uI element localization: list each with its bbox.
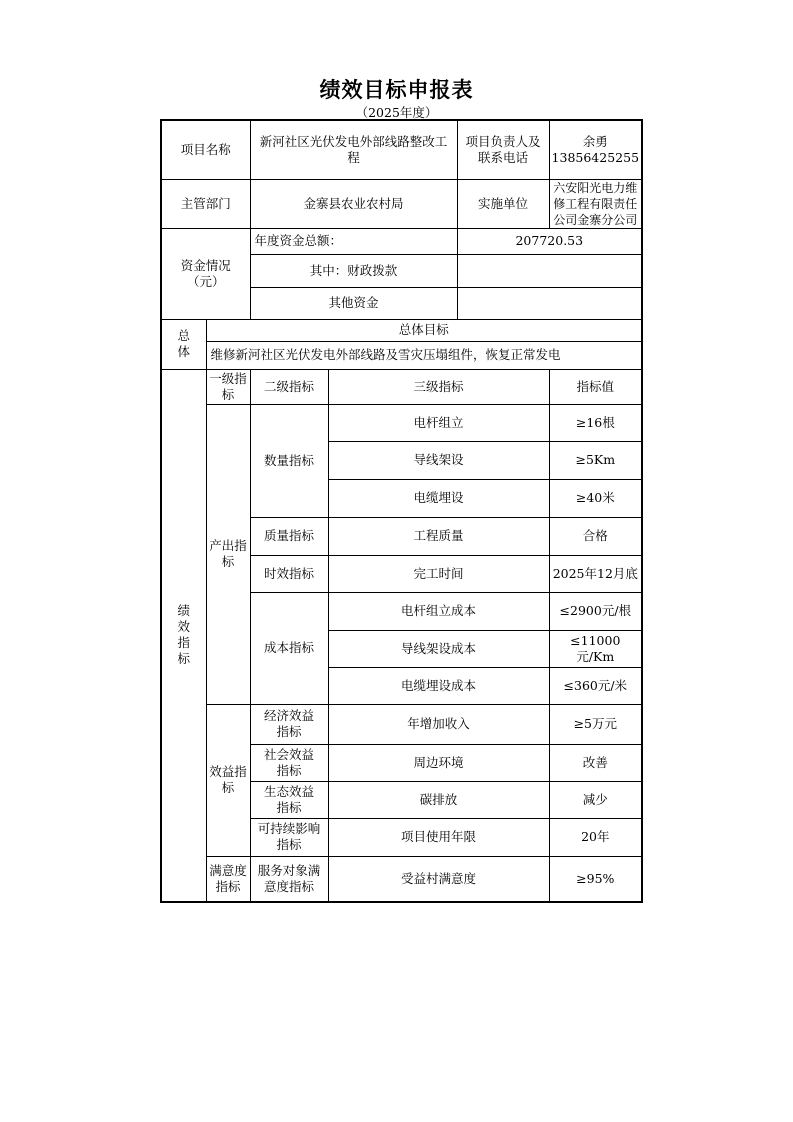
indicator-name: 导线架设成本 <box>328 630 549 667</box>
indicator-value: ≤11000元/Km <box>549 630 642 667</box>
dept-label: 主管部门 <box>161 179 250 228</box>
project-leader-value: 余勇13856425255 <box>549 120 642 179</box>
col-level2-header: 二级指标 <box>250 369 328 404</box>
goal-header: 总体目标 <box>206 319 642 341</box>
indicator-name: 年增加收入 <box>328 704 549 744</box>
col-value-header: 指标值 <box>549 369 642 404</box>
service-satisfaction-label: 服务对象满意度指标 <box>250 856 328 902</box>
quantity-indicator-label: 数量指标 <box>250 404 328 517</box>
timeliness-indicator-label: 时效指标 <box>250 555 328 592</box>
funds-total-value: 207720.53 <box>457 228 642 254</box>
indicators-section-label: 绩效指标 <box>161 369 206 902</box>
indicator-value: 2025年12月底 <box>549 555 642 592</box>
social-indicator-label: 社会效益指标 <box>250 744 328 781</box>
page-title: 绩效目标申报表 <box>319 78 474 102</box>
indicator-value: ≥40米 <box>549 479 642 517</box>
indicator-name: 完工时间 <box>328 555 549 592</box>
indicator-value: ≤2900元/根 <box>549 592 642 630</box>
project-name-value: 新河社区光伏发电外部线路整改工程 <box>250 120 457 179</box>
indicator-value: 改善 <box>549 744 642 781</box>
funds-fiscal-label: 其中：财政拨款 <box>250 254 457 287</box>
output-indicator-label: 产出指标 <box>206 404 250 704</box>
indicator-value: 20年 <box>549 818 642 856</box>
project-leader-label: 项目负责人及联系电话 <box>457 120 549 179</box>
funds-other-label: 其他资金 <box>250 287 457 319</box>
indicator-name: 电杆组立 <box>328 404 549 441</box>
indicator-name: 受益村满意度 <box>328 856 549 902</box>
indicator-value: ≥5万元 <box>549 704 642 744</box>
funds-total-label: 年度资金总额： <box>250 228 457 254</box>
indicator-name: 项目使用年限 <box>328 818 549 856</box>
funds-fiscal-value <box>457 254 642 287</box>
col-level1-header: 一级指标 <box>206 369 250 404</box>
indicator-name: 碳排放 <box>328 781 549 818</box>
indicator-name: 电缆埋设 <box>328 479 549 517</box>
project-name-label: 项目名称 <box>161 120 250 179</box>
funds-other-value <box>457 287 642 319</box>
sustainable-indicator-label: 可持续影响指标 <box>250 818 328 856</box>
page-subtitle: （2025年度） <box>355 105 438 120</box>
indicator-name: 电缆埋设成本 <box>328 667 549 704</box>
unit-label: 实施单位 <box>457 179 549 228</box>
funds-label: 资金情况（元） <box>161 228 250 319</box>
economic-indicator-label: 经济效益指标 <box>250 704 328 744</box>
indicator-value: ≥95% <box>549 856 642 902</box>
indicator-value: ≥5Km <box>549 441 642 479</box>
indicator-value: 减少 <box>549 781 642 818</box>
indicator-name: 导线架设 <box>328 441 549 479</box>
indicator-name: 工程质量 <box>328 517 549 555</box>
satisfaction-indicator-label: 满意度指标 <box>206 856 250 902</box>
col-level3-header: 三级指标 <box>328 369 549 404</box>
unit-value: 六安阳光电力维修工程有限责任公司金寨分公司 <box>549 179 642 228</box>
indicator-value: ≥16根 <box>549 404 642 441</box>
goal-section-label: 总体 <box>161 319 206 369</box>
benefit-indicator-label: 效益指标 <box>206 704 250 856</box>
indicator-value: ≤360元/米 <box>549 667 642 704</box>
indicator-name: 电杆组立成本 <box>328 592 549 630</box>
performance-goal-table <box>160 119 643 903</box>
quality-indicator-label: 质量指标 <box>250 517 328 555</box>
ecological-indicator-label: 生态效益指标 <box>250 781 328 818</box>
indicator-value: 合格 <box>549 517 642 555</box>
cost-indicator-label: 成本指标 <box>250 592 328 704</box>
goal-text: 维修新河社区光伏发电外部线路及雪灾压塌组件，恢复正常发电 <box>206 341 642 369</box>
dept-value: 金寨县农业农村局 <box>250 179 457 228</box>
indicator-name: 周边环境 <box>328 744 549 781</box>
